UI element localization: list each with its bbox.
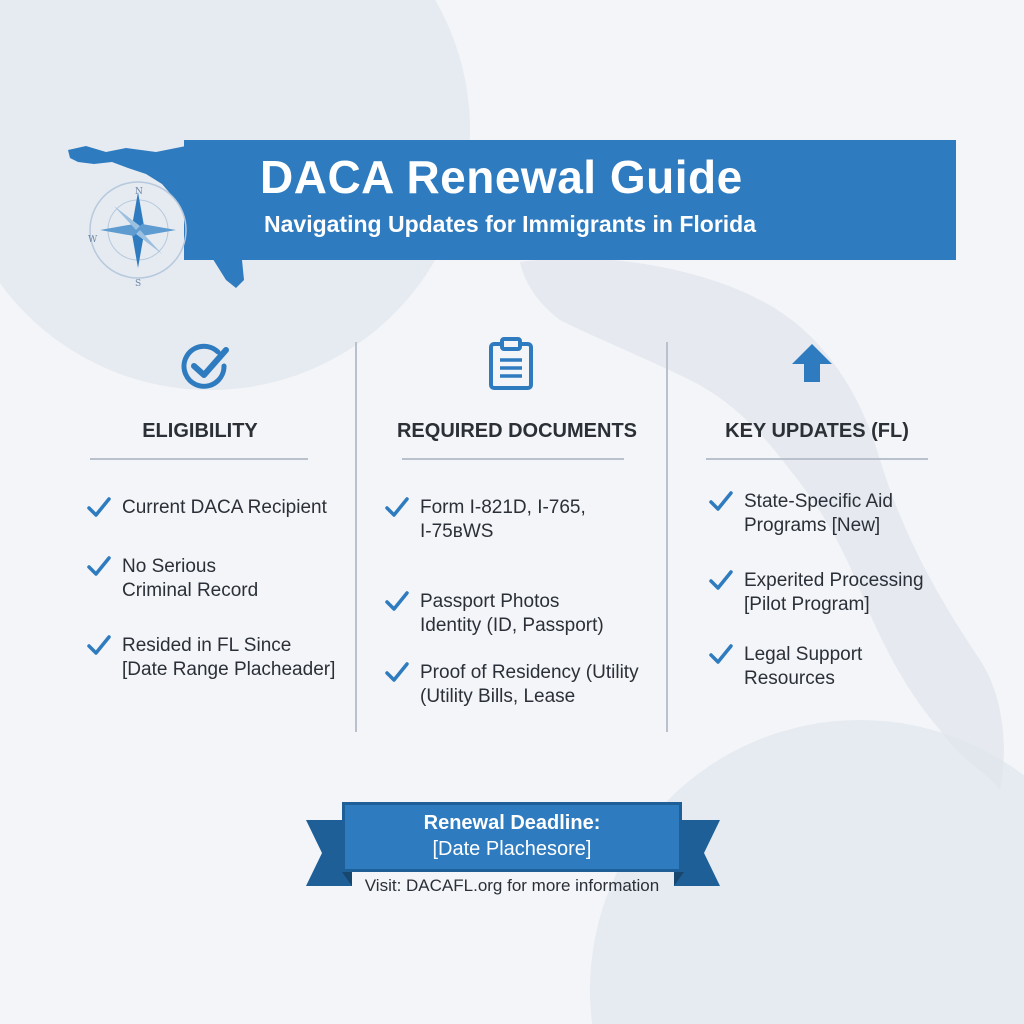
arrow-up-icon (790, 342, 834, 384)
item-text-line: Passport Photos (420, 591, 560, 612)
item-text-line: Current DACA Recipient (122, 497, 327, 518)
item-text-line: Programs [New] (744, 515, 881, 536)
deadline-title: Renewal Deadline: (423, 812, 601, 834)
checkmark-icon (384, 496, 410, 518)
item-text-line: No Serious (122, 556, 216, 577)
item-text-line: Identity (ID, Passport) (420, 615, 604, 636)
required-documents-heading: REQUIRED DOCUMENTS (396, 420, 637, 442)
florida-map-icon (66, 140, 246, 300)
item-text-line: Legal Support (744, 644, 863, 665)
column-divider (666, 342, 668, 732)
checkmark-icon (86, 555, 112, 577)
item-text-line: Criminal Record (122, 580, 259, 601)
checkmark-icon (708, 569, 734, 591)
item-text-line: [Date Range Placheader] (122, 659, 336, 680)
item-text-line: Resources (744, 668, 835, 689)
item-text-line: (Utility Bills, Lease (420, 686, 576, 707)
eligibility-heading: ELIGIBILITY (142, 420, 258, 442)
item-text-line: Form I-821D, I-765, (420, 497, 586, 518)
item-text-line: Proof of Residency (Utility (420, 662, 639, 683)
item-text-line: [Pilot Program] (744, 594, 870, 615)
heading-rule (90, 458, 308, 460)
item-text-line: State-Specific Aid (744, 491, 893, 512)
checkmark-icon (86, 634, 112, 656)
page-subtitle: Navigating Updates for Immigrants in Florida (264, 211, 757, 237)
checkmark-icon (384, 590, 410, 612)
checkmark-icon (708, 643, 734, 665)
checkmark-icon (86, 496, 112, 518)
compass-n-label: N (135, 187, 143, 197)
column-divider (355, 342, 357, 732)
clipboard-icon (486, 336, 536, 392)
heading-rule (402, 458, 624, 460)
item-text-line: Experited Processing (744, 570, 924, 591)
checkmark-icon (708, 490, 734, 512)
checkmark-icon (384, 661, 410, 683)
compass-s-label: S (135, 279, 142, 289)
compass-w-label: W (88, 235, 98, 245)
check-circle-icon (180, 342, 232, 390)
item-text-line: I-75ʙWS (420, 521, 494, 542)
item-text-line: Resided in FL Since (122, 635, 292, 656)
key-updates-heading: KEY UPDATES (FL) (725, 420, 909, 442)
page-title: DACA Renewal Guide (260, 151, 743, 203)
heading-rule (706, 458, 928, 460)
deadline-date: [Date Plachesore] (432, 838, 592, 860)
visit-link-text: Visit: DACAFL.org for more information (364, 876, 660, 895)
